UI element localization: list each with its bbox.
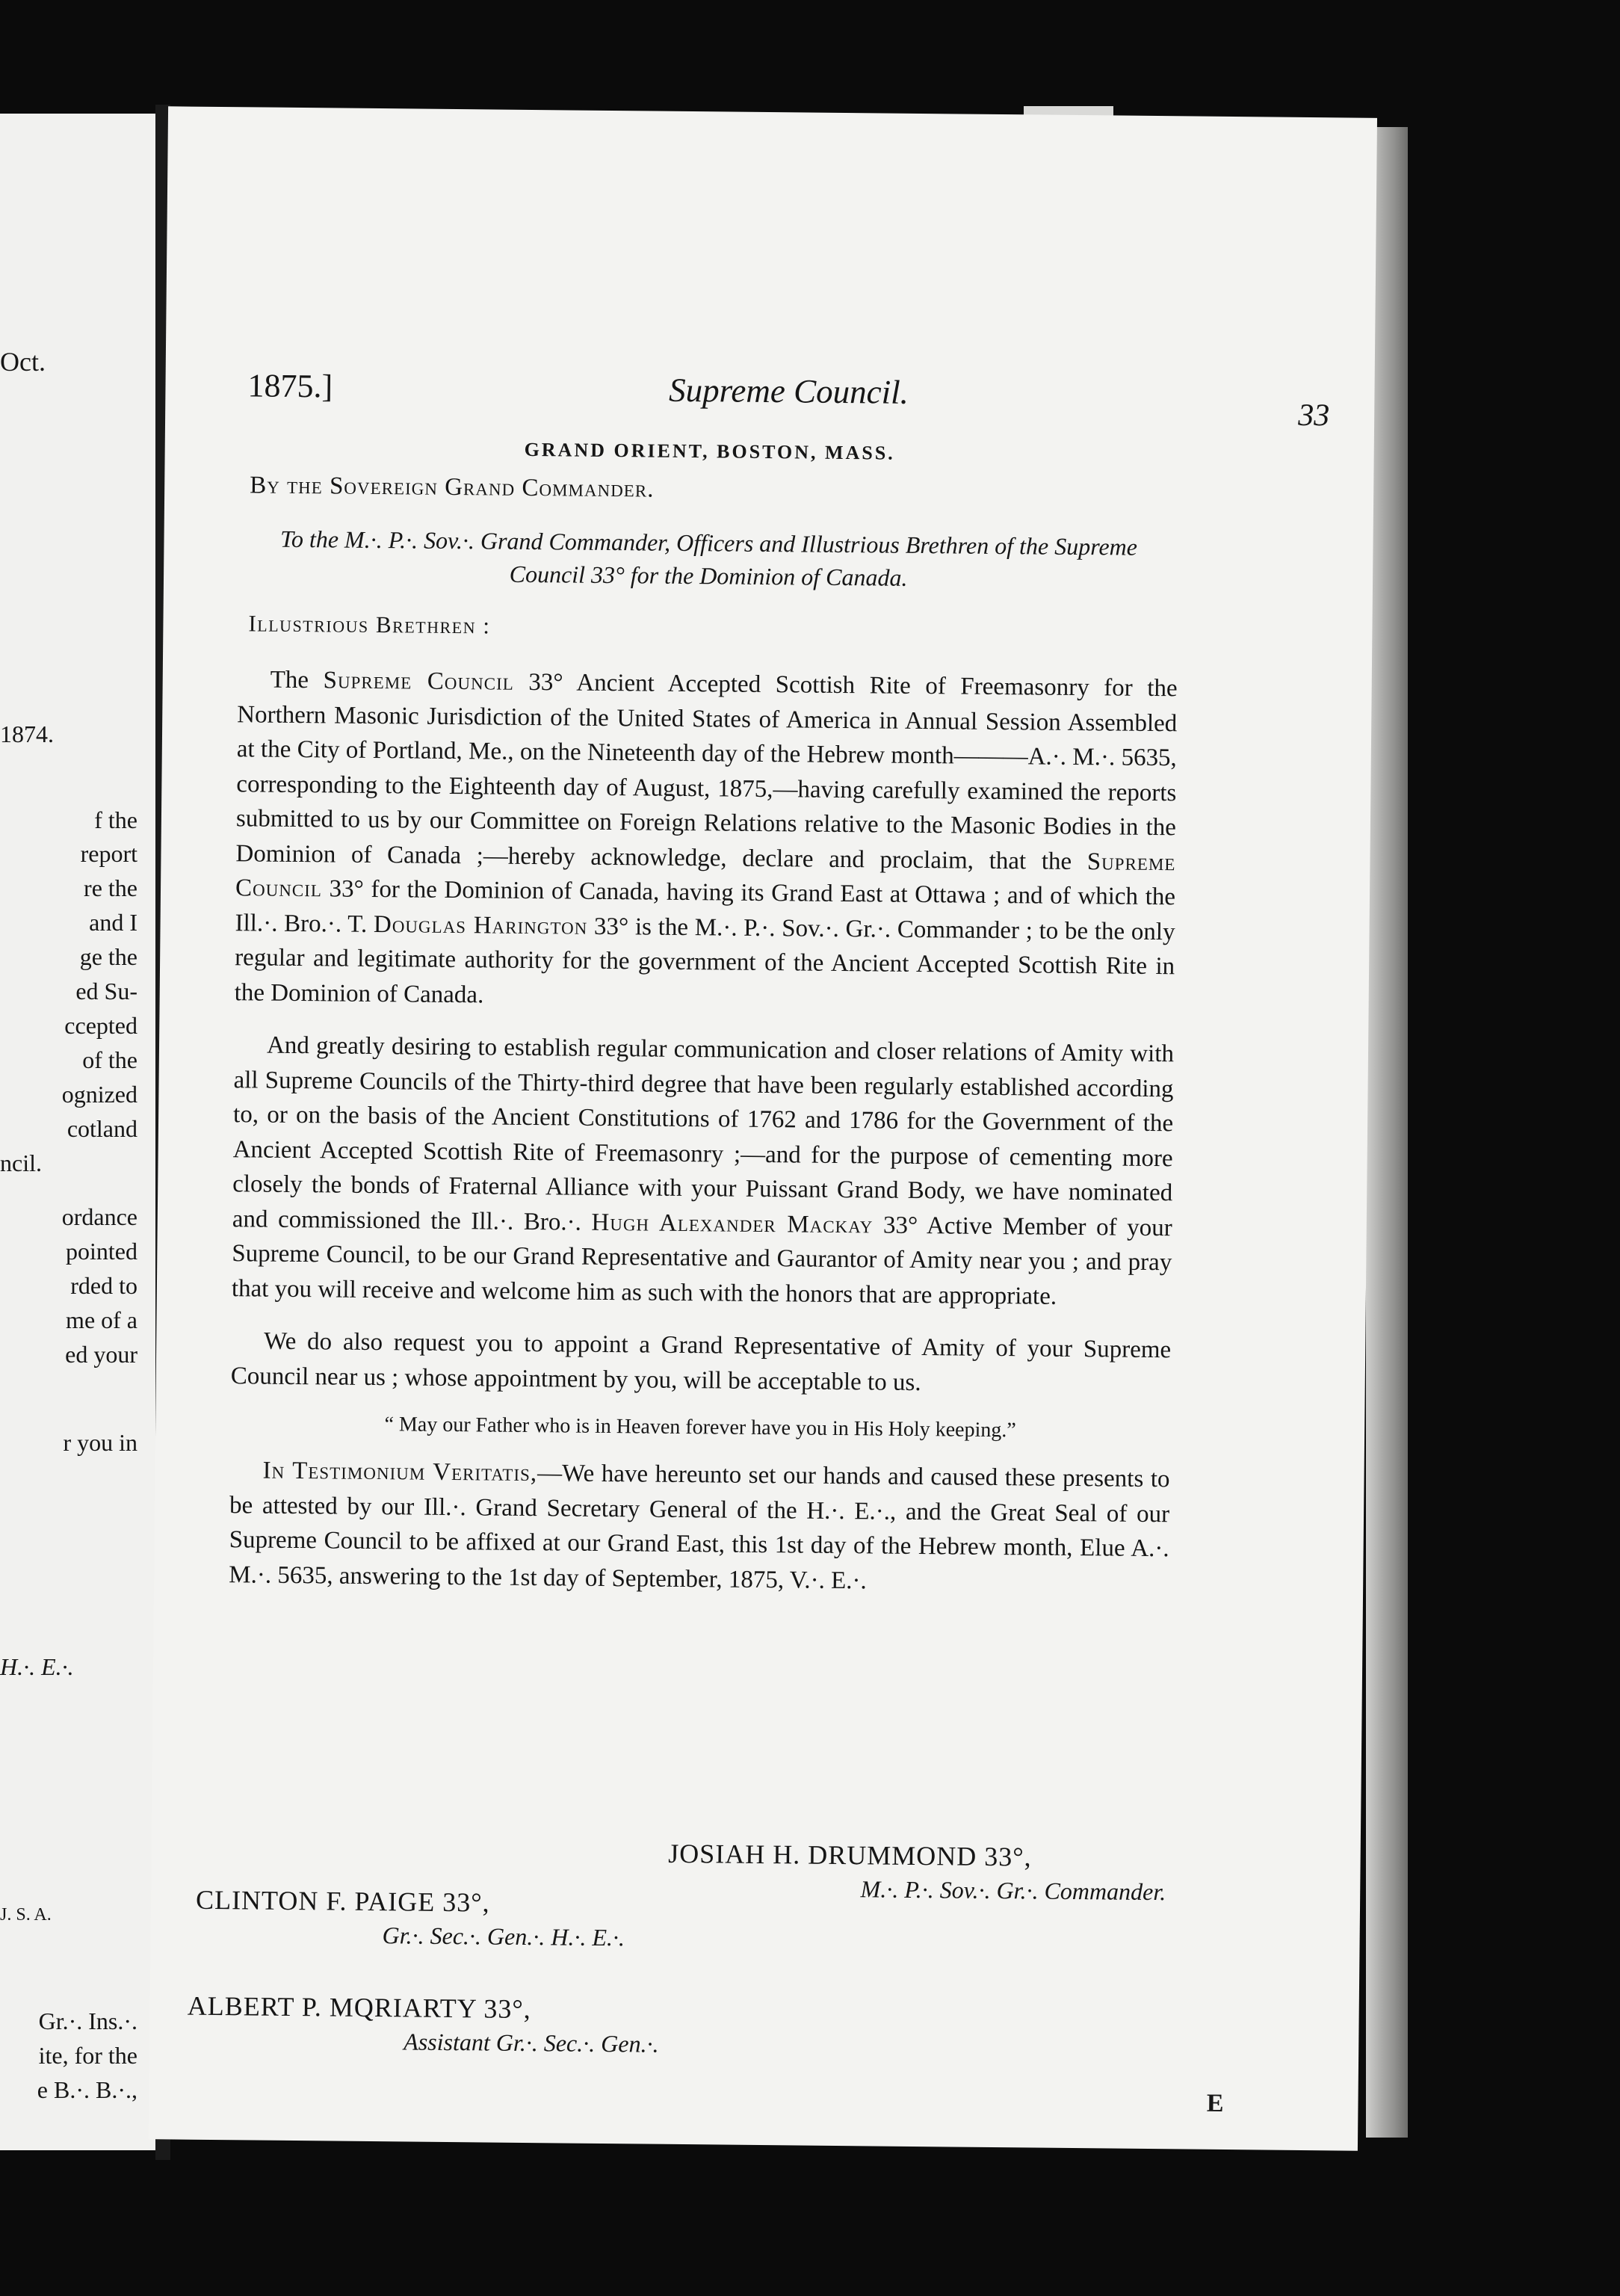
- paragraph-2: [232, 1028, 1175, 1315]
- left-facing-page: [0, 114, 155, 2150]
- left-page-fragment: report: [80, 840, 137, 867]
- signatory-title: Assistant Gr.·. Sec.·. Gen.·.: [404, 2028, 659, 2058]
- left-page-fragment: Oct.: [0, 347, 46, 377]
- salutation: Illustrious Brethren :: [248, 610, 491, 639]
- left-page-fragment: ed Su-: [75, 978, 137, 1004]
- signature-paige: [195, 1884, 625, 1952]
- left-page-fragment: cotland: [67, 1115, 137, 1142]
- left-page-fragment: ge the: [79, 943, 137, 970]
- paragraph-1: [234, 662, 1177, 1019]
- text-run: 33° for the Dominion of Canada, having its Grand East at Ottawa ; and of which the Ill.·. Bro.·. T.: [235, 875, 1176, 938]
- left-page-fragment: and I: [89, 909, 137, 936]
- book-page: [149, 106, 1377, 2150]
- text-run: The: [270, 666, 324, 694]
- text-run: And greatly desiring to establish regular communication and closer relations of Amity with all Supreme Councils of the Thirty-third degree that have been regularly established according to, or on the basis of the Ancient Constitutions of 1762 and 1786 for the Government of the Ancient Accepted Scottish Rite of Freemasonry ;—and for the purpose of cementing more closely the bonds of Fraternal Alliance with your Puissant Grand Body, we have nominated and commissioned the Ill.·. Bro.·.: [232, 1031, 1175, 1236]
- header-year: 1875.]: [247, 367, 333, 405]
- left-page-fragment: f the: [94, 806, 137, 833]
- letter-body: [229, 436, 1180, 1619]
- signature-drummond: [668, 1838, 1166, 1906]
- text-run: —We have hereunto set our hands and caused these presents to be attested by our Ill.·. Grand Secretary General of the H.·. E.·., and the Great Seal of our Supreme Council to be affixed at our Grand East, this 1st day of the Hebrew month, Elue A.·. M.·. 5635, answering to the 1st day of September, 1875, V.·. E.·.: [229, 1460, 1170, 1594]
- quotation: “ May our Father who is in Heaven forever have you in His Holy keeping.”: [384, 1413, 1016, 1442]
- address-line: To the M.·. P.·. Sov.·. Grand Commander, Officers and Illustrious Brethren of the Supreme Council 33° for the Dominion of Canada.: [279, 525, 1138, 591]
- page-number: 33: [1297, 398, 1330, 433]
- left-page-fragment: rded to: [70, 1272, 137, 1299]
- left-page-fragment: ncil.: [0, 1149, 42, 1176]
- signature-mark: E: [1206, 2089, 1224, 2117]
- header-title: Supreme Council.: [668, 371, 909, 411]
- text-run: 33° Ancient Accepted Scottish Rite of Freemasonry for the Northern Masonic Jurisdiction of the United States of America in Annual Session Assembled at the City of Portland, Me., on the Nineteenth day of the Hebrew month———A.·. M.·. 5635, corresponding to the Eighteenth day of August, 1875,—having carefully examined the reports submitted to us by our Committee on Foreign Relations relative to the Masonic Bodies in the Dominion of Canada ;—hereby acknowledge, declare and proclaim, that the: [235, 668, 1178, 875]
- paragraph-4: [229, 1453, 1170, 1601]
- signatory-name: JOSIAH H. DRUMMOND 33°,: [668, 1838, 1032, 1872]
- by-line: By the Sovereign Grand Commander.: [250, 472, 655, 503]
- left-page-fragment: ccepted: [64, 1012, 137, 1039]
- left-page-fragment: 1874.: [0, 720, 54, 747]
- left-page-fragment: ordance: [61, 1203, 137, 1230]
- signatory-name: CLINTON F. PAIGE 33°,: [195, 1884, 490, 1918]
- signatory-name: ALBERT P. MQRIARTY 33°,: [187, 1990, 531, 2025]
- left-page-fragment: pointed: [66, 1238, 137, 1265]
- left-page-fragment: me of a: [66, 1306, 137, 1333]
- text-run: 33° is the M.·. P.·. Sov.·. Gr.·. Commander ; to be the only regular and legitimate authority for the government of the Ancient Accepted Scottish Rite in the Dominion of Canada.: [234, 913, 1175, 1008]
- signature-block: [187, 1833, 1166, 2058]
- paragraph-3: We do also request you to appoint a Grand Representative of Amity of your Supreme Council near us ; whose appointment by you, will be acceptable to us.: [230, 1327, 1172, 1396]
- left-page-fragment: r you in: [63, 1429, 137, 1456]
- signatory-title: Gr.·. Sec.·. Gen.·. H.·. E.·.: [382, 1922, 625, 1951]
- left-page-fragment: H.·. E.·.: [0, 1653, 74, 1680]
- left-page-fragment: re the: [84, 874, 137, 901]
- left-page-fragment: ognized: [61, 1081, 137, 1108]
- text-run: 33° Active Member of your Supreme Council, to be our Grand Representative and Gaurantor of Amity near you ; and pray that you will receive and welcome him as such with the honors that are appropriate.: [231, 1211, 1172, 1310]
- text-run-small-caps: In Testimonium Veritatis,: [262, 1457, 538, 1487]
- text-run-small-caps: Supreme Council: [235, 848, 1176, 903]
- left-page-fragment: Gr.·. Ins.·.: [38, 2008, 137, 2034]
- running-head: [247, 366, 1330, 433]
- text-run-small-caps: Hugh Alexander Mackay: [591, 1209, 874, 1238]
- left-page-fragment: ed your: [65, 1341, 137, 1368]
- location-line: GRAND ORIENT, BOSTON, MASS.: [524, 438, 895, 464]
- signature-moriarty: [187, 1990, 659, 2058]
- signatory-title: M.·. P.·. Sov.·. Gr.·. Commander.: [860, 1875, 1166, 1906]
- text-run-small-caps: Supreme Council: [323, 667, 514, 696]
- left-page-fragment: J. S. A.: [0, 1905, 52, 1925]
- left-page-fragment: ite, for the: [38, 2042, 137, 2069]
- left-page-fragment: e B.·. B.·.,: [37, 2076, 137, 2103]
- text-run-small-caps: Douglas Harington: [373, 910, 588, 940]
- left-page-fragment: of the: [82, 1046, 137, 1073]
